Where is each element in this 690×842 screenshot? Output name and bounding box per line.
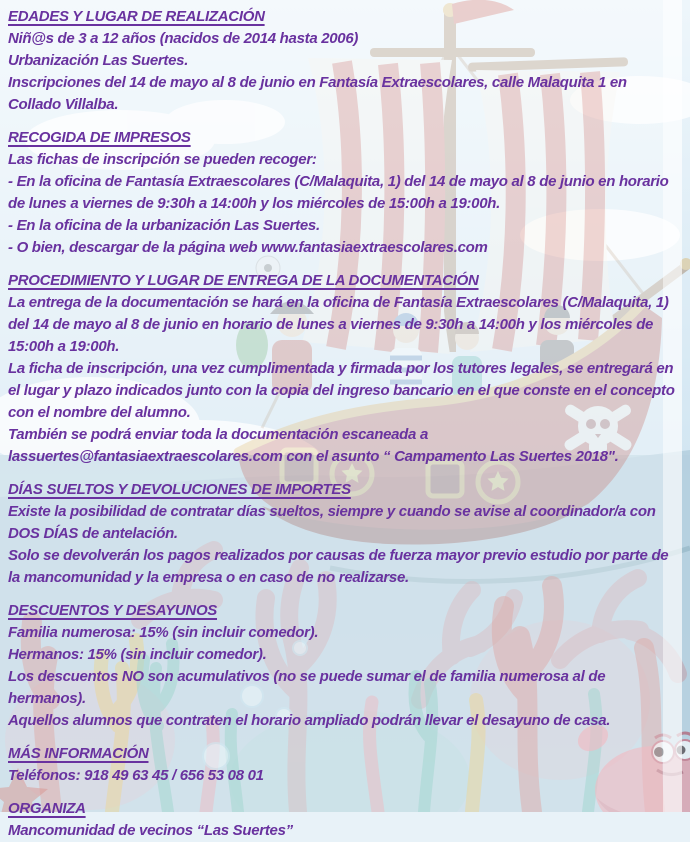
section-heading: MÁS INFORMACIÓN xyxy=(8,745,149,762)
paragraph: - En la oficina de la urbanización Las Suertes. xyxy=(8,217,320,234)
section-heading: RECOGIDA DE IMPRESOS xyxy=(8,129,191,146)
section-heading: DESCUENTOS Y DESAYUNOS xyxy=(8,602,218,619)
section-recogida xyxy=(8,127,682,259)
paragraph: Niñ@s de 3 a 12 años (nacidos de 2014 hasta 2006) xyxy=(8,30,359,47)
paragraph: Inscripciones del 14 de mayo al 8 de junio en Fantasía Extraescolares, calle Malaquita 1 en Collado Villalba. xyxy=(8,74,627,113)
paragraph: La entrega de la documentación se hará en la oficina de Fantasía Extraescolares (C/Malaquita, 1) del 14 de mayo al 8 de junio en horario de lunes a viernes de 9:30h a 14:00h y los miércoles de 15:00h a 19:00h. xyxy=(8,294,669,355)
paragraph: Aquellos alumnos que contraten el horario ampliado podrán llevar el desayuno de casa. xyxy=(8,712,611,729)
paragraph-email: También se podrá enviar toda la documentación escaneada a lassuertes@fantasiaextraescolares.com con el asunto “ Campamento Las Suertes 2018". xyxy=(8,426,619,465)
paragraph-website: - O bien, descargar de la página web www.fantasiaextraescolares.com xyxy=(8,239,488,256)
paragraph: Mancomunidad de vecinos “Las Suertes” xyxy=(8,822,293,839)
section-organiza xyxy=(8,798,682,842)
section-procedimiento xyxy=(8,270,682,468)
paragraph: - En la oficina de Fantasía Extraescolares (C/Malaquita, 1) del 14 de mayo al 8 de junio en horario de lunes a viernes de 9:30h a 14:00h y los miércoles de 15:00h a 19:00h. xyxy=(8,173,669,212)
section-mas-informacion xyxy=(8,743,682,787)
section-descuentos xyxy=(8,600,682,732)
paragraph: Existe la posibilidad de contratar días sueltos, siempre y cuando se avise al coordinador/a con DOS DÍAS de antelación. xyxy=(8,503,656,542)
paragraph: Los descuentos NO son acumulativos (no se puede sumar el de familia numerosa al de hermanos). xyxy=(8,668,606,707)
paragraph: Solo se devolverán los pagos realizados por causas de fuerza mayor previo estudio por parte de la mancomunidad y la empresa o en caso de no realizarse. xyxy=(8,547,669,586)
paragraph: Hermanos: 15% (sin incluir comedor). xyxy=(8,646,267,663)
section-heading: EDADES Y LUGAR DE REALIZACIÓN xyxy=(8,8,265,25)
section-edades xyxy=(8,6,682,116)
section-heading: DÍAS SUELTOS Y DEVOLUCIONES DE IMPORTES xyxy=(8,481,351,498)
section-dias-sueltos xyxy=(8,479,682,589)
paragraph: La ficha de inscripción, una vez cumplimentada y firmada por los tutores legales, se entregará en el lugar y plazo indicados junto con la copia del ingreso bancario en el que conste en el concepto con el nombre del alumno. xyxy=(8,360,675,421)
section-heading: ORGANIZA xyxy=(8,800,86,817)
paragraph: Familia numerosa: 15% (sin incluir comedor). xyxy=(8,624,319,641)
section-heading: PROCEDIMIENTO Y LUGAR DE ENTREGA DE LA DOCUMENTACIÓN xyxy=(8,272,479,289)
paragraph-phones: Teléfonos: 918 49 63 45 / 656 53 08 01 xyxy=(8,767,264,784)
paragraph: Las fichas de inscripción se pueden recoger: xyxy=(8,151,317,168)
paragraph: Urbanización Las Suertes. xyxy=(8,52,189,69)
